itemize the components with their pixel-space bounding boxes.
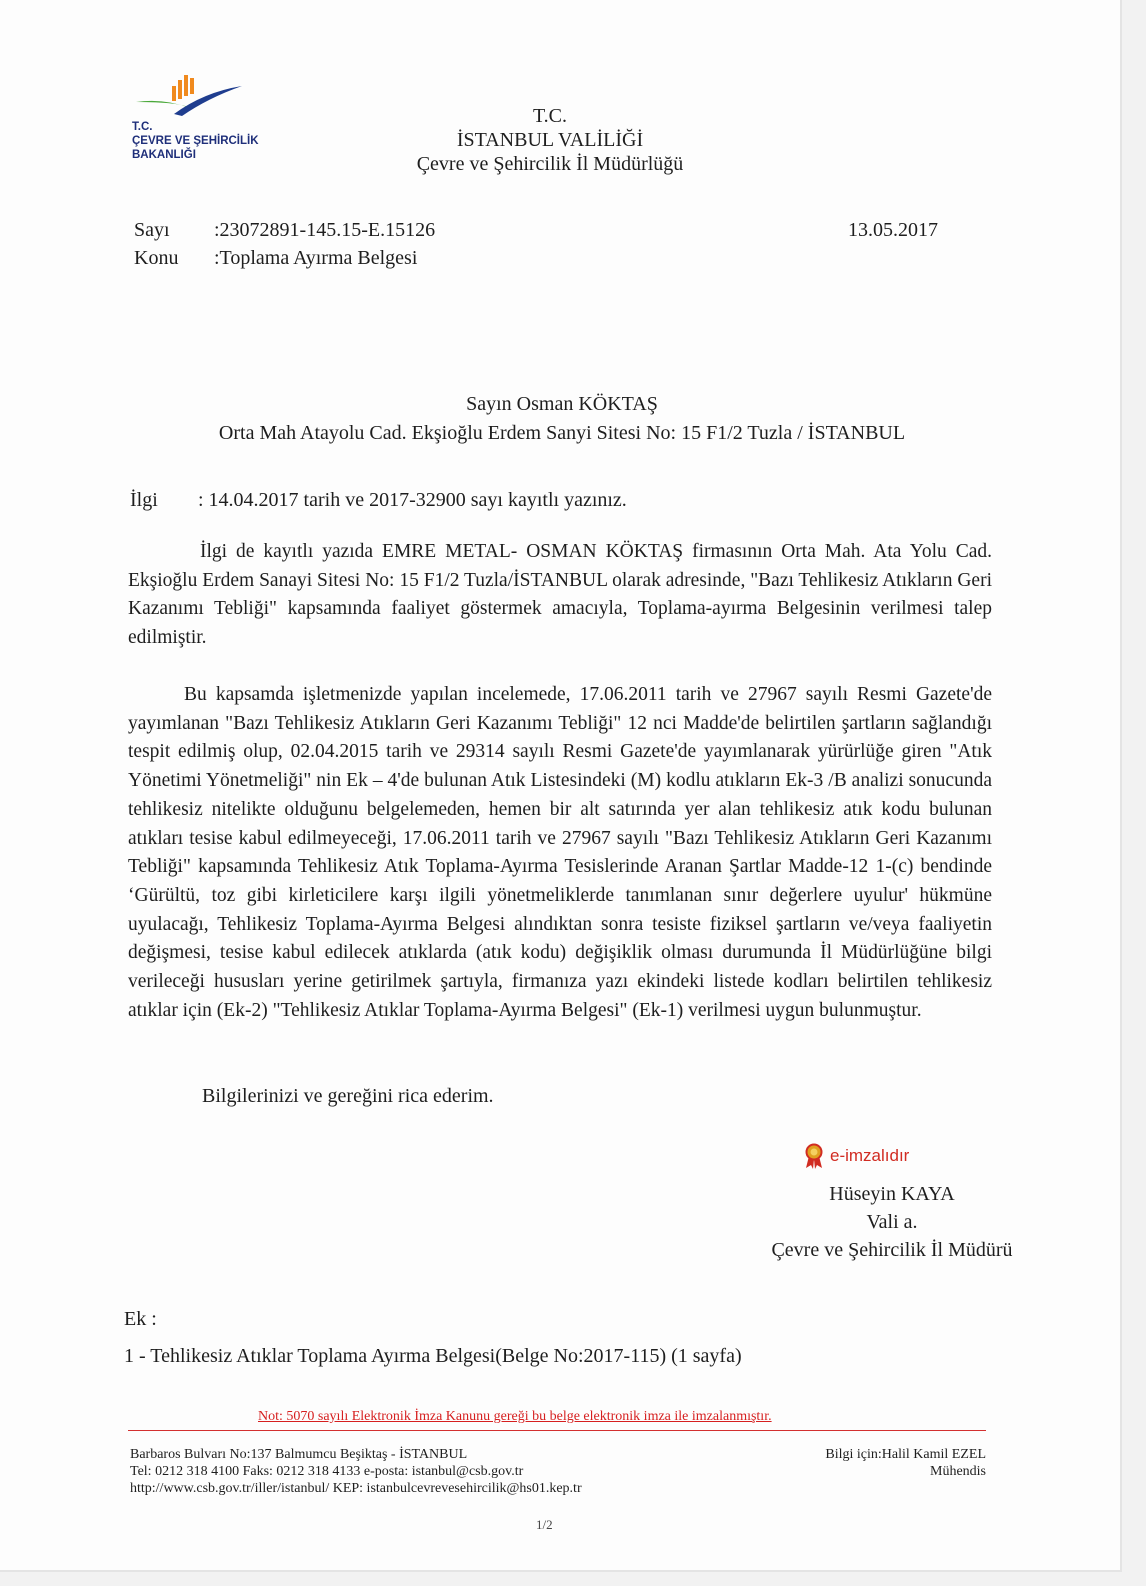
ilgi-label: İlgi [130,489,158,511]
e-signature-label: e-imzalıdır [830,1146,910,1165]
ministry-logo [128,72,258,172]
sayi-label: Sayı [134,219,170,241]
paragraph-2-text: Bu kapsamda işletmenizde yapılan incelemede, 17.06.2011 tarih ve 27967 sayılı Resmi Gazete'de yayımlanan "Bazı Tehlikesiz Atıkların Geri Kazanımı Tebliği" 12 nci Madde'de belirtilen şartların sağlandığı tespit edilmiş olup, 02.04.2015 tarih ve 29314 sayılı Resmi Gazete'de yayımlanarak yürürlüğe giren "Atık Yönetimi Yönetmeliği" nin Ek – 4'de bulunan Atık Listesindeki (M) kodlu atıkların Ek-3 /B analizi sonucunda tehlikesiz nitelikte olduğunu belgelemeden, hemen bir alt satırında yer alan tehlikesiz atık kodu bulunan atıkları tesise kabul edilmeyeceği, 17.06.2011 tarih ve 27967 sayılı "Bazı Tehlikesiz Atıkların Geri Kazanımı Tebliği" kapsamında Tehlikesiz Atık Toplama-Ayırma Tesislerinde Aranan Şartlar Madde-12 1-(c) bendinde ‘Gürültü, toz gibi kirleticilere karşı ilgili yönetmeliklerde tanımlanan sınır değerlere uyulur' hükmüne uyulacağı, Tehlikesiz Toplama-Ayırma Belgesi alındıktan sonra tesiste fiziksel şartların ve/veya faaliyetin değişmesi, tesise kabul edilecek atıklarda (atık kodu) değişiklik olması durumunda İl Müdürlüğüne bilgi verileceği hususları yerine getirilmek şartıyla, firmanıza yazı ekindeki listede kodları belirtilen tehlikesiz atıklar için (Ek-2) "Tehlikesiz Atıklar Toplama-Ayırma Belgesi" (Ek-1) verilmesi uygun bulunmuştur. [128,684,992,1021]
attachment-item: 1 - Tehlikesiz Atıklar Toplama Ayırma Belgesi(Belge No:2017-115) (1 sayfa) [124,1345,742,1367]
ilgi-value: : 14.04.2017 tarih ve 2017-32900 sayı kayıtlı yazınız. [198,489,627,511]
ilgi-row [130,486,627,514]
footer-web-kep: http://www.csb.gov.tr/iller/istanbul/ KEP: istanbulcevrevesehircilik@hs01.kep.tr [130,1481,582,1496]
document-meta [134,216,435,272]
document-date: 13.05.2017 [848,219,938,241]
body-paragraph-1 [128,538,992,652]
signer-title-2: Çevre ve Şehircilik İl Müdürü [771,1239,1013,1261]
logo-text-line: BAKANLIĞI [132,149,196,161]
signer-name: Hüseyin KAYA [829,1183,955,1205]
attachments-label: Ek : [124,1308,157,1330]
footer-phone-email: Tel: 0212 318 4100 Faks: 0212 318 4133 e-posta: istanbul@csb.gov.tr [130,1464,524,1479]
footer-info [760,1446,986,1480]
footer-divider [128,1430,986,1431]
footer-info-role: Mühendis [930,1464,986,1479]
page-number: 1/2 [536,1517,553,1532]
sayi-row [134,216,435,244]
document-header [300,104,800,176]
ministry-logo-icon [134,72,246,118]
footer-address: Barbaros Bulvarı No:137 Balmumcu Beşiktaş - İSTANBUL [130,1447,468,1462]
header-line-governorship: İSTANBUL VALİLİĞİ [456,129,644,151]
logo-text-line: ÇEVRE VE ŞEHİRCİLİK [132,135,259,147]
signer-block [700,1180,1084,1264]
recipient-name: Sayın Osman KÖKTAŞ [466,393,658,415]
e-signature-note: Not: 5070 sayılı Elektronik İmza Kanunu gereği bu belge elektronik imza ile imzalanmıştır. [258,1409,772,1424]
recipient-block [130,390,994,448]
body-paragraph-2 [128,681,992,1025]
konu-row [134,244,435,272]
header-line-directorate: Çevre ve Şehircilik İl Müdürlüğü [416,153,684,175]
sayi-value: :23072891-145.15-E.15126 [214,219,436,241]
award-ribbon-icon [804,1143,824,1169]
paragraph-1-text: İlgi de kayıtlı yazıda EMRE METAL- OSMAN KÖKTAŞ firmasının Orta Mah. Ata Yolu Cad. Ekşioğlu Erdem Sanayi Sitesi No: 15 F1/2 Tuzla/İSTANBUL olarak adresinde, "Bazı Tehlikesiz Atıkların Geri Kazanımı Tebliği" kapsamında faaliyet göstermek amacıyla, Toplama-ayırma Belgesinin verilmesi talep edilmiştir. [128,541,992,648]
header-line-tc: T.C. [532,105,568,127]
footer-contact [130,1446,582,1497]
signer-title-1: Vali a. [866,1211,918,1233]
footer-info-label: Bilgi için:Halil Kamil EZEL [825,1447,986,1462]
logo-text-line: T.C. [132,121,153,133]
konu-value: :Toplama Ayırma Belgesi [214,247,418,269]
konu-label: Konu [134,247,179,269]
recipient-address: Orta Mah Atayolu Cad. Ekşioğlu Erdem Sanyi Sitesi No: 15 F1/2 Tuzla / İSTANBUL [218,422,906,444]
closing-line: Bilgilerinizi ve gereğini rica ederim. [202,1085,494,1107]
